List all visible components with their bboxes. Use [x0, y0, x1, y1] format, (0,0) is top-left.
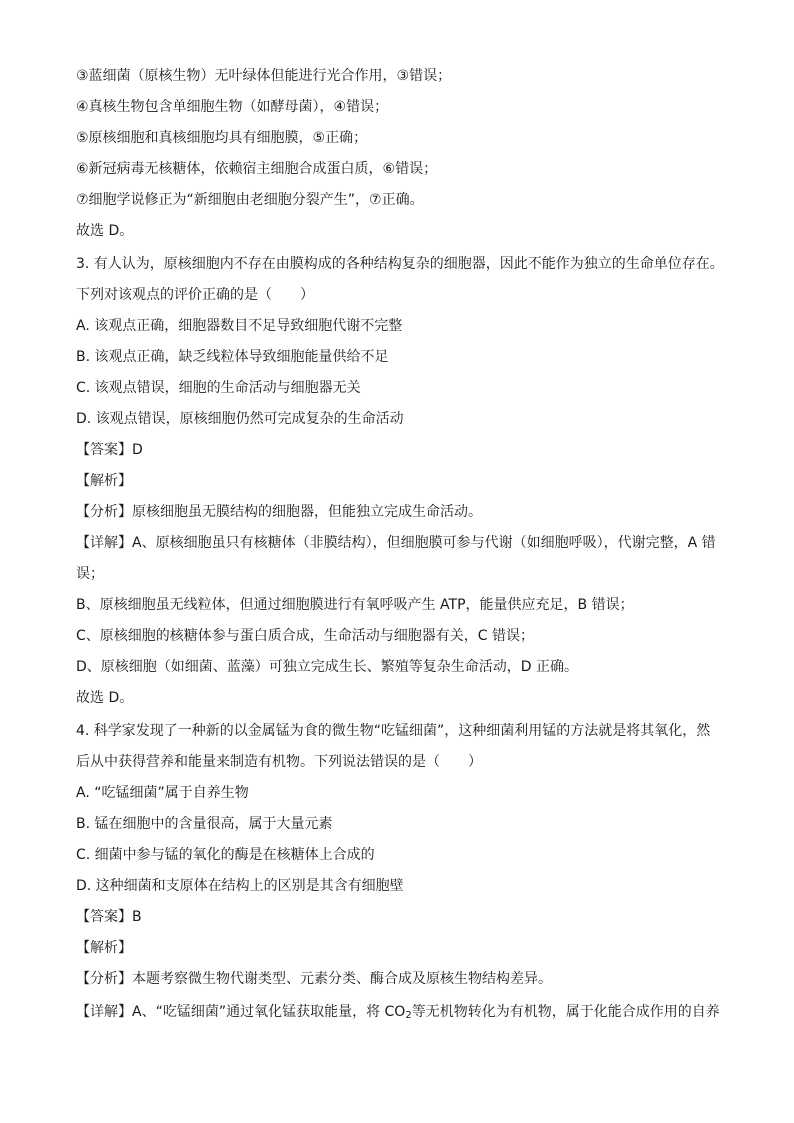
question-3-stem-1: 3. 有人认为，原核细胞内不存在由膜构成的各种结构复杂的细胞器，因此不能作为独立的生命单位存在。 — [76, 256, 724, 272]
question-3-answer: 【答案】D — [76, 442, 143, 458]
detail-text-after: 等无机物转化为有机物，属于化能合成作用的自养 — [411, 1004, 720, 1020]
question-3-detail-1-cont: 误； — [76, 566, 104, 582]
question-4-answer: 【答案】B — [76, 909, 142, 925]
question-3-detail-c: C、原核细胞的核糖体参与蛋白质合成，生命活动与细胞器有关，C 错误； — [76, 628, 534, 644]
question-4-option-a: A. “吃锰细菌”属于自养生物 — [76, 785, 249, 801]
question-3-option-d: D. 该观点错误，原核细胞仍然可完成复杂的生命活动 — [76, 411, 404, 427]
question-3-option-c: C. 该观点错误，细胞的生命活动与细胞器无关 — [76, 380, 361, 396]
question-3-detail-b: B、原核细胞虽无线粒体，但通过细胞膜进行有氧呼吸产生 ATP，能量供应充足，B 错误； — [76, 597, 634, 613]
text-line-5: ⑦细胞学说修正为“新细胞由老细胞分裂产生”，⑦正确。 — [76, 192, 424, 208]
question-3-detail-d: D、原核细胞（如细菌、蓝藻）可独立完成生长、繁殖等复杂生命活动，D 正确。 — [76, 659, 579, 675]
question-4-explanation-header: 【解析】 — [76, 940, 132, 956]
text-line-3: ⑤原核细胞和真核细胞均具有细胞膜，⑤正确； — [76, 130, 368, 146]
question-4-option-d: D. 这种细菌和支原体在结构上的区别是其含有细胞壁 — [76, 878, 404, 894]
question-4-analysis: 【分析】本题考察微生物代谢类型、元素分类、酶合成及原核生物结构差异。 — [76, 971, 552, 987]
question-4-option-b: B. 锰在细胞中的含量很高，属于大量元素 — [76, 816, 333, 832]
text-line-6: 故选 D。 — [76, 223, 134, 239]
question-3-analysis: 【分析】原核细胞虽无膜结构的细胞器，但能独立完成生命活动。 — [76, 504, 482, 520]
question-4-detail-1 — [76, 1003, 726, 1025]
question-3-detail-1: 【详解】A、原核细胞虽只有核糖体（非膜结构），但细胞膜可参与代谢（如细胞呼吸），代谢完整，A 错 — [76, 535, 716, 551]
subscript-2: 2 — [405, 1010, 412, 1021]
question-3-option-b: B. 该观点正确，缺乏线粒体导致细胞能量供给不足 — [76, 349, 389, 365]
text-line-2: ④真核生物包含单细胞生物（如酵母菌），④错误； — [76, 99, 389, 115]
detail-text-before: 【详解】A、“吃锰细菌”通过氧化锰获取能量，将 CO — [76, 1004, 406, 1020]
question-4-option-c: C. 细菌中参与锰的氧化的酶是在核糖体上合成的 — [76, 847, 375, 863]
text-line-4: ⑥新冠病毒无核糖体，依赖宿主细胞合成蛋白质，⑥错误； — [76, 161, 438, 177]
question-3-stem-2: 下列对该观点的评价正确的是（ ） — [76, 287, 314, 303]
question-4-stem-1: 4. 科学家发现了一种新的以金属锰为食的微生物“吃锰细菌”，这种细菌利用锰的方法就是将其氧化，然 — [76, 723, 711, 739]
question-4-stem-2: 后从中获得营养和能量来制造有机物。下列说法错误的是（ ） — [76, 754, 482, 770]
question-3-option-a: A. 该观点正确，细胞器数目不足导致细胞代谢不完整 — [76, 318, 403, 334]
question-3-explanation-header: 【解析】 — [76, 473, 132, 489]
text-line-1: ③蓝细菌（原核生物）无叶绿体但能进行光合作用，③错误； — [76, 68, 452, 84]
question-3-conclusion: 故选 D。 — [76, 690, 134, 706]
